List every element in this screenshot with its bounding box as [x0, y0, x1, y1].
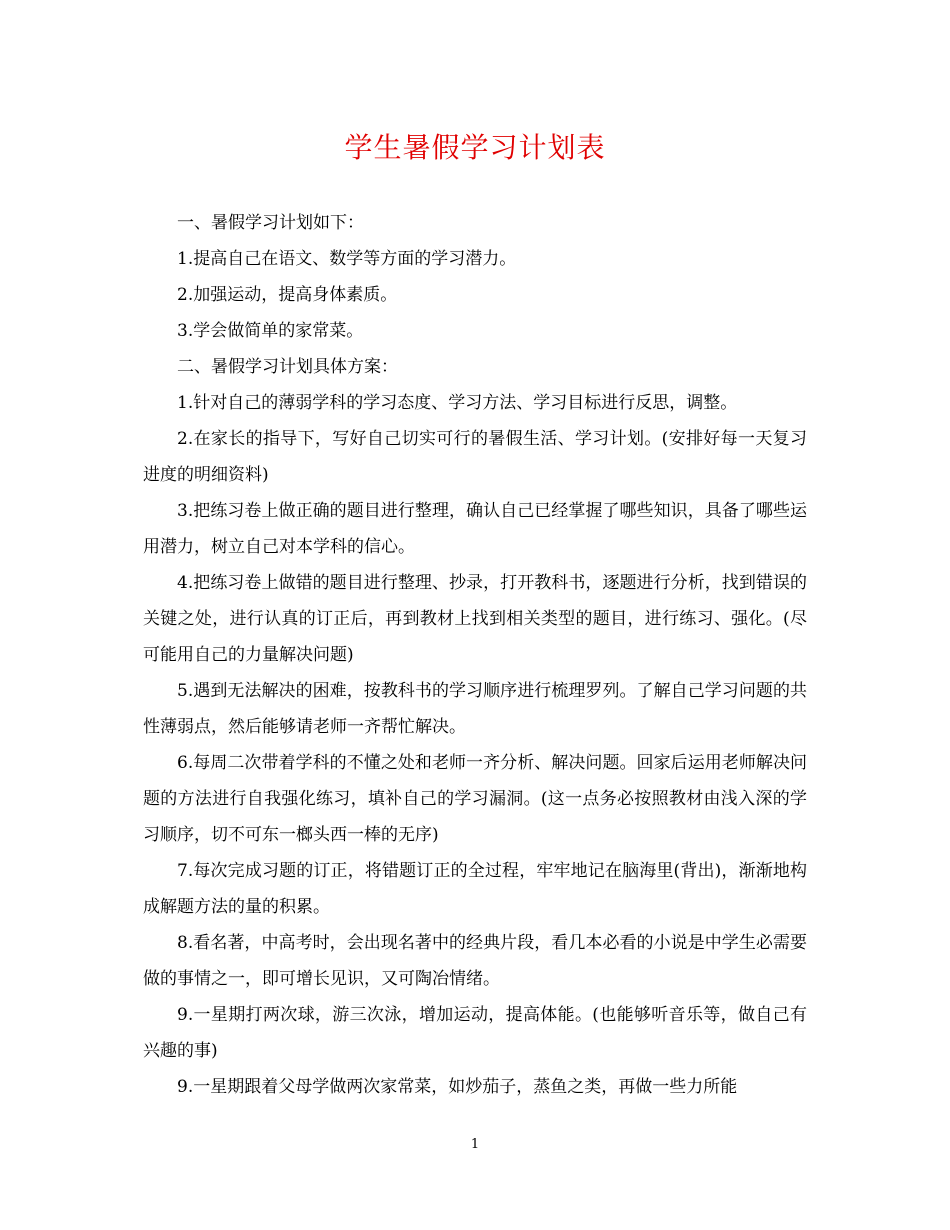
- paragraph: 6.每周二次带着学科的不懂之处和老师一齐分析、解决问题。回家后运用老师解决问题的方法进行自我强化练习，填补自己的学习漏洞。(这一点务必按照教材由浅入深的学习顺序，切不可东一榔头西一棒的无序): [143, 753, 807, 845]
- paragraph: 2.在家长的指导下，写好自己切实可行的暑假生活、学习计划。(安排好每一天复习进度的明细资料): [143, 429, 807, 485]
- paragraph: 8.看名著，中高考时，会出现名著中的经典片段，看几本必看的小说是中学生必需要做的事情之一，即可增长见识，又可陶冶情绪。: [143, 933, 807, 989]
- paragraph: 3.把练习卷上做正确的题目进行整理，确认自己已经掌握了哪些知识，具备了哪些运用潜力，树立自己对本学科的信心。: [143, 501, 807, 557]
- paragraph: 5.遇到无法解决的困难，按教科书的学习顺序进行梳理罗列。了解自己学习问题的共性薄弱点，然后能够请老师一齐帮忙解决。: [143, 681, 807, 737]
- paragraph: 1.针对自己的薄弱学科的学习态度、学习方法、学习目标进行反思，调整。: [177, 393, 738, 413]
- document-title: 学生暑假学习计划表: [344, 131, 606, 164]
- paragraph: 2.加强运动，提高身体素质。: [177, 285, 398, 305]
- page-number: 1: [470, 1137, 480, 1152]
- paragraph: 一、暑假学习计划如下：: [177, 213, 364, 233]
- paragraph: 9.一星期跟着父母学做两次家常菜，如炒茄子，蒸鱼之类，再做一些力所能: [177, 1077, 738, 1097]
- paragraph: 3.学会做简单的家常菜。: [177, 321, 364, 341]
- paragraph: 二、暑假学习计划具体方案：: [177, 357, 398, 377]
- document-body: [143, 205, 807, 1105]
- paragraph: 4.把练习卷上做错的题目进行整理、抄录，打开教科书，逐题进行分析，找到错误的关键之处，进行认真的订正后，再到教材上找到相关类型的题目，进行练习、强化。(尽可能用自己的力量解决问题): [143, 573, 807, 665]
- paragraph: 9.一星期打两次球，游三次泳，增加运动，提高体能。(也能够听音乐等，做自己有兴趣的事): [143, 1005, 807, 1061]
- paragraph: 7.每次完成习题的订正，将错题订正的全过程，牢牢地记在脑海里(背出)，渐渐地构成解题方法的量的积累。: [143, 861, 807, 917]
- paragraph: 1.提高自己在语文、数学等方面的学习潜力。: [177, 249, 517, 269]
